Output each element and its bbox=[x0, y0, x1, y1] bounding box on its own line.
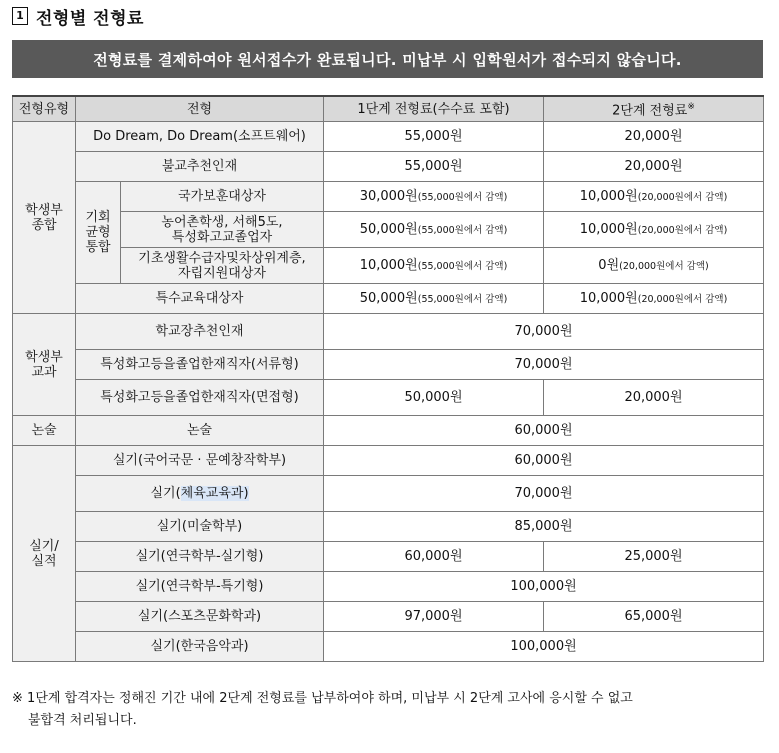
stage2-fee: 20,000원 bbox=[544, 380, 764, 416]
stage1-fee: 50,000원(55,000원에서 감액) bbox=[324, 212, 544, 248]
table-row bbox=[13, 572, 764, 602]
stage1-fee: 97,000원 bbox=[324, 602, 544, 632]
group-subject: 학생부 교과 bbox=[13, 314, 76, 416]
track-cell: 실기(연극학부-특기형) bbox=[76, 572, 324, 602]
group-essay: 논술 bbox=[13, 416, 76, 446]
group-opportunity: 기회 균형 통합 bbox=[76, 182, 121, 284]
combined-fee: 60,000원 bbox=[324, 416, 764, 446]
header-stage1: 1단계 전형료(수수료 포함) bbox=[324, 96, 544, 122]
combined-fee: 85,000원 bbox=[324, 512, 764, 542]
stage1-fee: 60,000원 bbox=[324, 542, 544, 572]
table-row bbox=[13, 632, 764, 662]
track-cell: 농어촌학생, 서해5도, 특성화고교졸업자 bbox=[121, 212, 324, 248]
track-cell: 특성화고등을졸업한재직자(서류형) bbox=[76, 350, 324, 380]
stage2-fee: 0원(20,000원에서 감액) bbox=[544, 248, 764, 284]
stage1-fee: 55,000원 bbox=[324, 152, 544, 182]
stage1-fee: 30,000원(55,000원에서 감액) bbox=[324, 182, 544, 212]
table-row bbox=[13, 122, 764, 152]
stage1-fee: 50,000원 bbox=[324, 380, 544, 416]
header-type: 전형유형 bbox=[13, 96, 76, 122]
table-row bbox=[13, 284, 764, 314]
track-cell: 실기(국어국문 · 문예창작학부) bbox=[76, 446, 324, 476]
table-row bbox=[13, 350, 764, 380]
section-number-box: 1 bbox=[12, 7, 28, 25]
section-title bbox=[12, 4, 144, 28]
track-cell: 특수교육대상자 bbox=[76, 284, 324, 314]
track-cell: 실기(미술학부) bbox=[76, 512, 324, 542]
header-row bbox=[13, 96, 764, 122]
table-row bbox=[13, 416, 764, 446]
footnote-line-1: ※ 1단계 합격자는 정해진 기간 내에 2단계 전형료를 납부하여야 하며, 미납부 시 2단계 고사에 응시할 수 없고 bbox=[12, 691, 633, 706]
track-cell: 실기(스포츠문화학과) bbox=[76, 602, 324, 632]
group-comprehensive: 학생부 종합 bbox=[13, 122, 76, 314]
track-cell: 실기(연극학부-실기형) bbox=[76, 542, 324, 572]
footnote bbox=[12, 688, 767, 732]
combined-fee: 60,000원 bbox=[324, 446, 764, 476]
track-cell: 학교장추천인재 bbox=[76, 314, 324, 350]
stage2-fee: 20,000원 bbox=[544, 122, 764, 152]
track-cell: 실기(한국음악과) bbox=[76, 632, 324, 662]
stage2-fee: 10,000원(20,000원에서 감액) bbox=[544, 212, 764, 248]
stage2-fee: 25,000원 bbox=[544, 542, 764, 572]
combined-fee: 70,000원 bbox=[324, 314, 764, 350]
highlighted-text: 체육교육과) bbox=[180, 486, 249, 501]
combined-fee: 100,000원 bbox=[324, 572, 764, 602]
track-cell: 기초생활수급자및차상위계층, 자립지원대상자 bbox=[121, 248, 324, 284]
combined-fee: 70,000원 bbox=[324, 350, 764, 380]
table-row bbox=[13, 212, 764, 248]
stage1-fee: 10,000원(55,000원에서 감액) bbox=[324, 248, 544, 284]
footnote-line-2: 불합격 처리됩니다. bbox=[28, 713, 137, 728]
stage1-fee: 55,000원 bbox=[324, 122, 544, 152]
table-row bbox=[13, 476, 764, 512]
track-cell: 특성화고등을졸업한재직자(면접형) bbox=[76, 380, 324, 416]
table-row bbox=[13, 512, 764, 542]
table-row bbox=[13, 446, 764, 476]
section-title-text: 전형별 전형료 bbox=[36, 8, 144, 29]
group-practical: 실기/ 실적 bbox=[13, 446, 76, 662]
track-cell: Do Dream, Do Dream(소프트웨어) bbox=[76, 122, 324, 152]
combined-fee: 100,000원 bbox=[324, 632, 764, 662]
table-row bbox=[13, 152, 764, 182]
stage2-fee: 20,000원 bbox=[544, 152, 764, 182]
table-row bbox=[13, 542, 764, 572]
header-stage2: 2단계 전형료※ bbox=[544, 96, 764, 122]
track-cell: 불교추천인재 bbox=[76, 152, 324, 182]
table-row bbox=[13, 602, 764, 632]
table-row bbox=[13, 380, 764, 416]
stage2-fee: 65,000원 bbox=[544, 602, 764, 632]
table-row bbox=[13, 248, 764, 284]
track-cell: 국가보훈대상자 bbox=[121, 182, 324, 212]
header-track: 전형 bbox=[76, 96, 324, 122]
table-row bbox=[13, 314, 764, 350]
stage1-fee: 50,000원(55,000원에서 감액) bbox=[324, 284, 544, 314]
combined-fee: 70,000원 bbox=[324, 476, 764, 512]
stage2-fee: 10,000원(20,000원에서 감액) bbox=[544, 182, 764, 212]
track-cell: 논술 bbox=[76, 416, 324, 446]
track-cell: 실기(체육교육과) bbox=[76, 476, 324, 512]
table-row bbox=[13, 182, 764, 212]
stage2-fee: 10,000원(20,000원에서 감액) bbox=[544, 284, 764, 314]
fee-table bbox=[12, 95, 764, 662]
payment-notice-banner: 전형료를 결제하여야 원서접수가 완료됩니다. 미납부 시 입학원서가 접수되지 않습니다. bbox=[12, 40, 763, 78]
